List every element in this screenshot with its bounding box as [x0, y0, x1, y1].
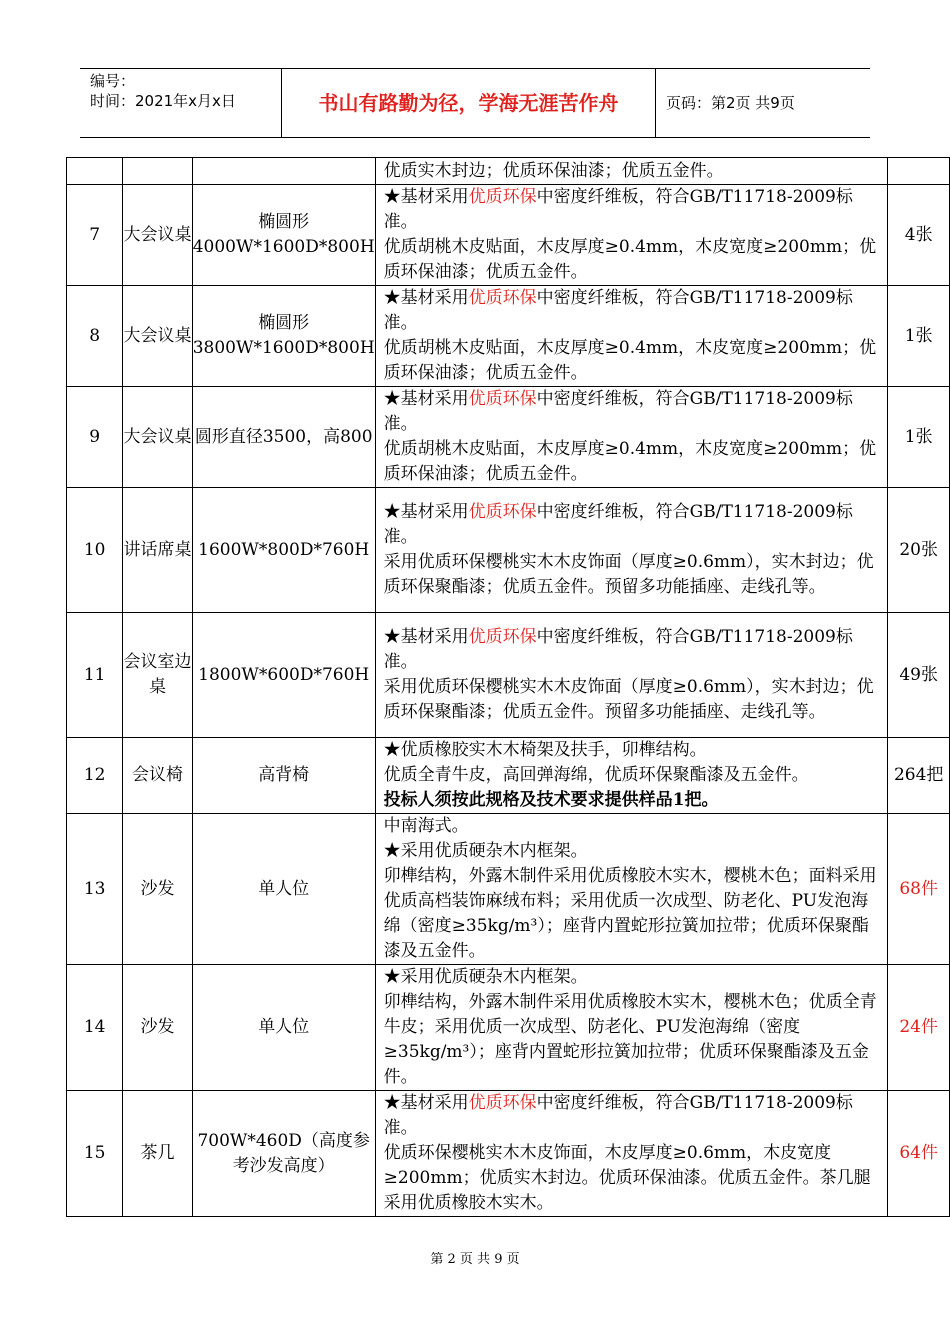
header-page-indicator: 页码：第2页 共9页 — [666, 94, 795, 112]
page-header — [80, 68, 870, 138]
table-row — [67, 965, 950, 1091]
item-name: 大会议桌 — [123, 185, 192, 286]
item-size: 单人位 — [192, 965, 375, 1091]
item-name: 沙发 — [123, 814, 192, 965]
item-name — [123, 158, 192, 185]
description-text: 卯榫结构，外露木制件采用优质橡胶木实木，樱桃木色；面料采用优质高档装饰麻绒布料；采用优质一次成型、防老化、PU发泡海绵（密度≥35kg/m³）；座背内置蛇形拉簧加拉带；优质环保聚酯漆及五金件。 — [383, 866, 877, 961]
description-line — [384, 185, 882, 235]
table-row — [67, 387, 950, 488]
item-description — [375, 738, 888, 814]
item-quantity: 68件 — [888, 814, 950, 965]
item-number: 8 — [67, 286, 123, 387]
description-line — [384, 675, 882, 725]
description-line — [384, 625, 882, 675]
page-footer: 第 2 页 共 9 页 — [430, 1252, 520, 1267]
item-size — [192, 158, 375, 185]
item-description — [375, 158, 888, 185]
table-row — [67, 185, 950, 286]
highlight-text: 优质环保 — [468, 1093, 537, 1113]
item-name: 讲话席桌 — [123, 488, 192, 613]
item-description — [375, 387, 888, 488]
item-name: 大会议桌 — [123, 387, 192, 488]
item-quantity: 24件 — [888, 965, 950, 1091]
description-text: 中密度纤维板，符合GB/T11718-2009标准。 — [383, 389, 853, 434]
description-line — [384, 235, 882, 285]
document-time-label: 时间：2021年x月x日 — [90, 92, 236, 110]
description-line — [384, 763, 882, 788]
item-number: 12 — [67, 738, 123, 814]
spec-table — [66, 157, 950, 1217]
highlight-text: 优质环保 — [468, 288, 537, 308]
description-text: 中密度纤维板，符合GB/T11718-2009标准。 — [383, 627, 853, 672]
description-line — [384, 965, 882, 990]
description-line — [384, 1141, 882, 1216]
item-name: 沙发 — [123, 965, 192, 1091]
description-text: 中密度纤维板，符合GB/T11718-2009标准。 — [383, 187, 853, 232]
item-quantity: 264把 — [888, 738, 950, 814]
description-line — [384, 437, 882, 487]
description-line — [384, 159, 882, 184]
description-text: ★采用优质硬杂木内框架。 — [383, 841, 588, 861]
item-size: 椭圆形3800W*1600D*800H — [192, 286, 375, 387]
item-number: 15 — [67, 1091, 123, 1217]
highlight-text: 优质环保 — [468, 389, 537, 409]
document-number-label: 编号： — [90, 72, 136, 90]
description-text: 中密度纤维板，符合GB/T11718-2009标准。 — [383, 502, 853, 547]
table-row — [67, 286, 950, 387]
description-text: 优质全青牛皮，高回弹海绵，优质环保聚酯漆及五金件。 — [383, 765, 809, 785]
item-number — [67, 158, 123, 185]
description-text: 采用优质环保樱桃实木木皮饰面（厚度≥0.6mm），实木封边；优质环保聚酯漆；优质五金件。预留多功能插座、走线孔等。 — [383, 677, 874, 722]
item-name: 大会议桌 — [123, 286, 192, 387]
item-number: 9 — [67, 387, 123, 488]
emphasis-text: 投标人须按此规格及技术要求提供样品1把。 — [383, 790, 719, 810]
item-number: 7 — [67, 185, 123, 286]
item-size: 1600W*800D*760H — [192, 488, 375, 613]
description-text: 中密度纤维板，符合GB/T11718-2009标准。 — [383, 1093, 853, 1138]
item-description — [375, 965, 888, 1091]
description-text: ★优质橡胶实木木椅架及扶手，卯榫结构。 — [383, 740, 707, 760]
description-line — [384, 1091, 882, 1141]
description-text: 中密度纤维板，符合GB/T11718-2009标准。 — [383, 288, 853, 333]
highlight-text: 优质环保 — [468, 627, 537, 647]
highlight-text: 优质环保 — [468, 187, 537, 207]
item-number: 11 — [67, 613, 123, 738]
item-description — [375, 613, 888, 738]
item-quantity — [888, 158, 950, 185]
description-line — [384, 738, 882, 763]
description-text: ★基材采用 — [383, 1093, 469, 1113]
description-text: 优质环保樱桃实木木皮饰面，木皮厚度≥0.6mm，木皮宽度≥200mm；优质实木封边。优质环保油漆。优质五金件。茶几腿采用优质橡胶木实木。 — [383, 1143, 871, 1213]
description-text: ★基材采用 — [383, 502, 469, 522]
description-line — [384, 788, 882, 813]
item-quantity: 64件 — [888, 1091, 950, 1217]
table-row — [67, 488, 950, 613]
item-size: 圆形直径3500，高800 — [192, 387, 375, 488]
description-text: ★采用优质硬杂木内框架。 — [383, 967, 588, 987]
item-number: 13 — [67, 814, 123, 965]
item-description — [375, 1091, 888, 1217]
description-line — [384, 286, 882, 336]
item-description — [375, 185, 888, 286]
description-text: 优质胡桃木皮贴面，木皮厚度≥0.4mm，木皮宽度≥200mm；优质环保油漆；优质五金件。 — [383, 237, 877, 282]
highlight-text: 优质环保 — [468, 502, 537, 522]
description-text: 优质实木封边；优质环保油漆；优质五金件。 — [383, 160, 724, 181]
description-text: ★基材采用 — [383, 187, 469, 207]
description-line — [384, 336, 882, 386]
description-text: 卯榫结构，外露木制件采用优质橡胶木实木，樱桃木色；优质全青牛皮；采用优质一次成型、防老化、PU发泡海绵（密度≥35kg/m³）；座背内置蛇形拉簧加拉带；优质环保聚酯漆及五金件。 — [383, 992, 877, 1087]
header-slogan: 书山有路勤为径，学海无涯苦作舟 — [282, 69, 656, 137]
table-row — [67, 814, 950, 965]
item-size: 椭圆形4000W*1600D*800H — [192, 185, 375, 286]
description-line — [384, 839, 882, 864]
description-text: ★基材采用 — [383, 288, 469, 308]
item-quantity: 20张 — [888, 488, 950, 613]
item-size: 单人位 — [192, 814, 375, 965]
description-text: 优质胡桃木皮贴面，木皮厚度≥0.4mm，木皮宽度≥200mm；优质环保油漆；优质五金件。 — [383, 439, 877, 484]
item-name: 会议室边桌 — [123, 613, 192, 738]
item-description — [375, 488, 888, 613]
table-row — [67, 158, 950, 185]
description-line — [384, 500, 882, 550]
description-text: 中南海式。 — [383, 816, 469, 836]
item-number: 14 — [67, 965, 123, 1091]
description-text: 优质胡桃木皮贴面，木皮厚度≥0.4mm，木皮宽度≥200mm；优质环保油漆；优质五金件。 — [383, 338, 877, 383]
description-text: ★基材采用 — [383, 627, 469, 647]
item-size: 700W*460D（高度参考沙发高度） — [192, 1091, 375, 1217]
description-line — [384, 387, 882, 437]
description-line — [384, 814, 882, 839]
item-name: 会议椅 — [123, 738, 192, 814]
description-text: 采用优质环保樱桃实木木皮饰面（厚度≥0.6mm），实木封边；优质环保聚酯漆；优质五金件。预留多功能插座、走线孔等。 — [383, 552, 874, 597]
table-row — [67, 613, 950, 738]
header-left-cell — [80, 69, 282, 137]
table-row — [67, 738, 950, 814]
item-size: 1800W*600D*760H — [192, 613, 375, 738]
item-description — [375, 286, 888, 387]
item-description — [375, 814, 888, 965]
item-number: 10 — [67, 488, 123, 613]
description-text: ★基材采用 — [383, 389, 469, 409]
item-name: 茶几 — [123, 1091, 192, 1217]
item-quantity: 49张 — [888, 613, 950, 738]
description-line — [384, 550, 882, 600]
item-quantity: 4张 — [888, 185, 950, 286]
table-row — [67, 1091, 950, 1217]
item-quantity: 1张 — [888, 387, 950, 488]
item-quantity: 1张 — [888, 286, 950, 387]
description-line — [384, 990, 882, 1090]
item-size: 高背椅 — [192, 738, 375, 814]
description-line — [384, 864, 882, 964]
